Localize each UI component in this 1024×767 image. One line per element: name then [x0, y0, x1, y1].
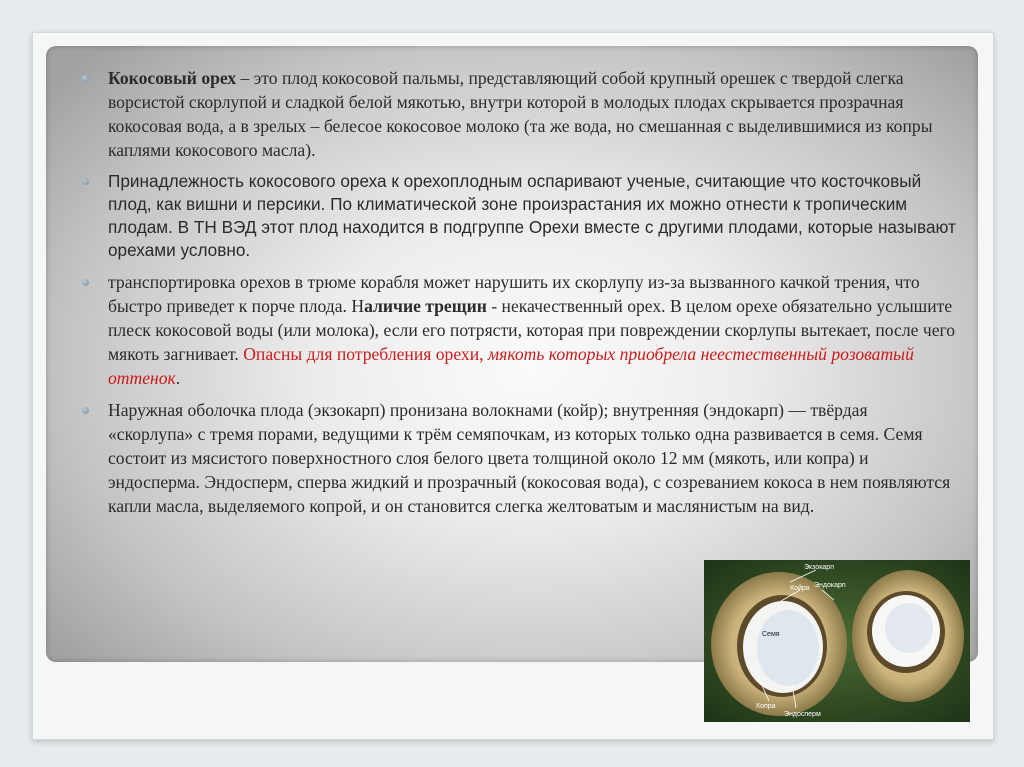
- bullet-transport: [76, 270, 956, 390]
- classification-text: Принадлежность кокосового ореха к орехоплодным оспаривают ученые, считающие что косточковый плод, как вишни и персики. По климатической зоне произрастания их можно отнести к тропическим плодам. В ТН ВЭД этот плод находится в подгруппе Орехи вместе с другими плодами, которые называют орехами условно.: [108, 171, 956, 260]
- label-endosperm: Эндосперм: [784, 711, 821, 718]
- bullet-definition: [76, 66, 956, 162]
- left-endosperm: [757, 610, 819, 686]
- bullet-list: [76, 66, 956, 526]
- warning-italic-text: мякоть которых приобрела неестественный розоватый оттенок: [108, 344, 914, 388]
- transport-text-start: транспортировка орехов в трюме корабля может нарушить их скорлупу из-за вызванного качкой трения, что быстро приведет к порче плода. Н: [108, 272, 920, 316]
- structure-text: Наружная оболочка плода (экзокарп) пронизана волокнами (койр); внутренняя (эндокарп) — твёрдая «скорлупа» с тремя порами, ведущими к трём семяпочкам, из которых только одна развивается в семя. Семя состоит из мясистого поверхностного слоя белого цвета толщиной около 12 мм (мякоть, или копра) и эндосперма. Эндосперм, сперва жидкий и прозрачный (кокосовая вода), с созреванием кокоса в нем появляются капли масла, выделяемого копрой, и он становится слегка желтоватым и маслянистым на вид.: [108, 400, 951, 516]
- coconut-cross-section-image: [704, 560, 970, 722]
- label-seed: Семя: [762, 631, 780, 638]
- coconut-illustration: [704, 560, 970, 722]
- label-coir: Койра: [790, 585, 810, 592]
- bullet-classification: [76, 170, 956, 262]
- cracks-bold: аличие трещин: [364, 296, 487, 316]
- right-endosperm: [885, 603, 933, 653]
- label-endocarp: Эндокарп: [814, 582, 846, 589]
- transport-text-end: .: [175, 368, 181, 388]
- label-exocarp: Экзокарп: [804, 564, 834, 571]
- bullet-icon: [82, 279, 89, 286]
- bullet-icon: [82, 75, 89, 82]
- definition-text: – это плод кокосовой пальмы, представляющий собой крупный орешек с твердой слегка ворсистой скорлупой и сладкой белой мякотью, внутри которой в молодых плодах скрывается прозрачная кокосовая вода, а в зрелых – белесое кокосовое молоко (та же вода, но смешанная с выделившимися из копры каплями кокосового масла).: [108, 68, 933, 160]
- term-coconut: Кокосовый орех: [108, 68, 237, 88]
- bullet-icon: [82, 178, 89, 185]
- bullet-icon: [82, 407, 89, 414]
- warning-text: Опасны для потребления орехи,: [243, 344, 488, 364]
- bullet-structure: [76, 398, 956, 518]
- label-copra: Копра: [756, 703, 776, 710]
- transport-text-middle: - некачественный орех. В целом орехе обязательно услышите плеск кокосовой воды (или молока), если его потрясти, которая при повреждении скорлупы вытекает, после чего мякоть загнивает.: [108, 296, 956, 364]
